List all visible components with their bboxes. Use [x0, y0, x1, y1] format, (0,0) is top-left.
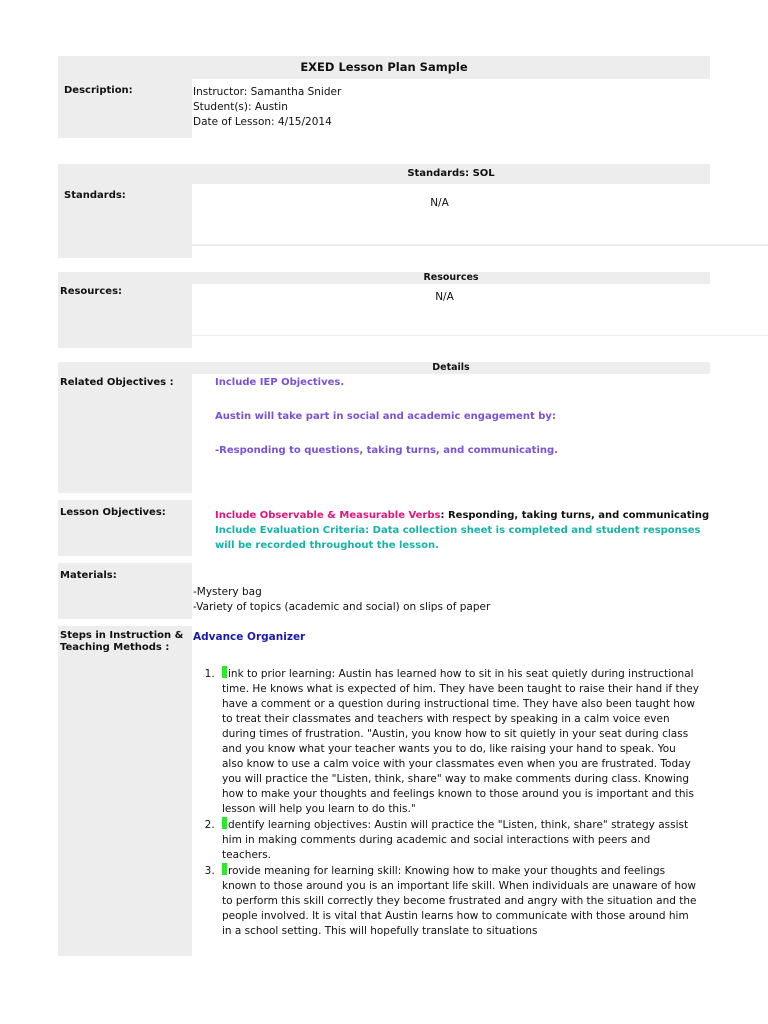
resources-header-bar — [58, 272, 710, 284]
step-item — [218, 863, 700, 939]
standards-label: Standards: — [64, 190, 126, 201]
resources-divider — [58, 335, 768, 336]
step-text: dentify learning objectives: Austin will practice the "Listen, think, share" strategy assist him in making comments during academic and social interactions with peers and teachers. — [222, 819, 689, 861]
resources-value: N/A — [435, 291, 454, 303]
verbs-value: : Responding, taking turns, and communicating — [440, 510, 710, 521]
resources-label: Resources: — [60, 286, 123, 297]
steps-label-cell — [58, 626, 192, 956]
highlight-marker — [222, 666, 227, 678]
standards-divider-gap — [192, 246, 768, 258]
steps-label-line-1: Steps in Instruction & — [60, 630, 184, 641]
instructor-text: Instructor: Samantha Snider — [193, 86, 342, 98]
description-content — [193, 85, 693, 130]
lesson-objectives-label: Lesson Objectives: — [60, 507, 166, 518]
standards-header-bar — [58, 164, 710, 184]
resources-header: Resources — [423, 272, 479, 283]
page-title: EXED Lesson Plan Sample — [300, 60, 468, 74]
details-header-bar — [58, 362, 710, 374]
related-objectives-label: Related Objectives : — [60, 377, 174, 388]
lesson-date-text: Date of Lesson: 4/15/2014 — [193, 116, 332, 128]
step-text: ink to prior learning: Austin has learned how to sit in his seat quietly during instructional time. He knows what is expected of him. They have been taught to raise their hand if they have a comment or a question during instructional time. They have also been taught how to treat their classmates and teachers with respect by speaking in a calm voice even during times of frustration. "Austin, you know how to sit quietly in your seat during class and you know what your teacher wants you to do, like raising your hand to speak. You also know to use a calm voice with your classmates even when you are frustrated. Today you will practice the "Listen, think, share" way to make comments during class. Knowing how to make your thoughts and feelings known to those around you is important and this lesson will help you learn to do this." — [222, 668, 699, 815]
students-text: Student(s): Austin — [193, 101, 288, 113]
materials-item: -Mystery bag — [193, 586, 262, 598]
verbs-label: Include Observable & Measurable Verbs — [215, 510, 441, 521]
criteria-line-2: will be recorded throughout the lesson. — [215, 540, 439, 551]
materials-list — [193, 585, 713, 615]
responding-line: -Responding to questions, taking turns, and communicating. — [215, 445, 558, 456]
lesson-objectives-content — [215, 508, 715, 553]
steps-list — [192, 666, 700, 958]
description-label: Description: — [64, 85, 133, 96]
highlight-marker — [222, 817, 227, 829]
verbs-line — [215, 508, 715, 523]
steps-ordered-list — [192, 666, 700, 939]
resources-label-cell — [58, 284, 192, 348]
steps-label-line-2: Teaching Methods : — [60, 642, 170, 653]
highlight-marker — [222, 863, 227, 875]
standards-value: N/A — [430, 197, 449, 209]
engagement-line: Austin will take part in social and academic engagement by: — [215, 411, 556, 422]
step-text: rovide meaning for learning skill: Knowing how to make your thoughts and feelings known to those around you is an important life skill. When individuals are unaware of how to perform this skill correctly they become frustrated and angry with the situation and the people involved. It is vital that Austin learns how to communicate with those around him in a school setting. This will hopefully translate to situations — [222, 865, 697, 937]
materials-label: Materials: — [60, 570, 117, 581]
steps-label — [58, 626, 192, 654]
advance-organizer-heading: Advance Organizer — [193, 631, 306, 643]
criteria-line-1: Include Evaluation Criteria: Data collection sheet is completed and student responses — [215, 525, 701, 536]
title-bar — [58, 56, 710, 79]
lesson-objectives-label-cell — [58, 500, 192, 556]
materials-item: -Variety of topics (academic and social) on slips of paper — [193, 601, 491, 613]
related-objectives-label-cell — [58, 374, 192, 493]
materials-label-cell — [58, 563, 192, 619]
standards-label-cell — [58, 184, 192, 244]
step-item — [218, 666, 700, 817]
details-header: Details — [432, 362, 470, 373]
standards-header: Standards: SOL — [407, 168, 495, 179]
iep-objectives-line: Include IEP Objectives. — [215, 377, 345, 388]
description-label-cell — [58, 79, 192, 138]
related-objectives-content — [215, 376, 715, 458]
step-item — [218, 817, 700, 863]
